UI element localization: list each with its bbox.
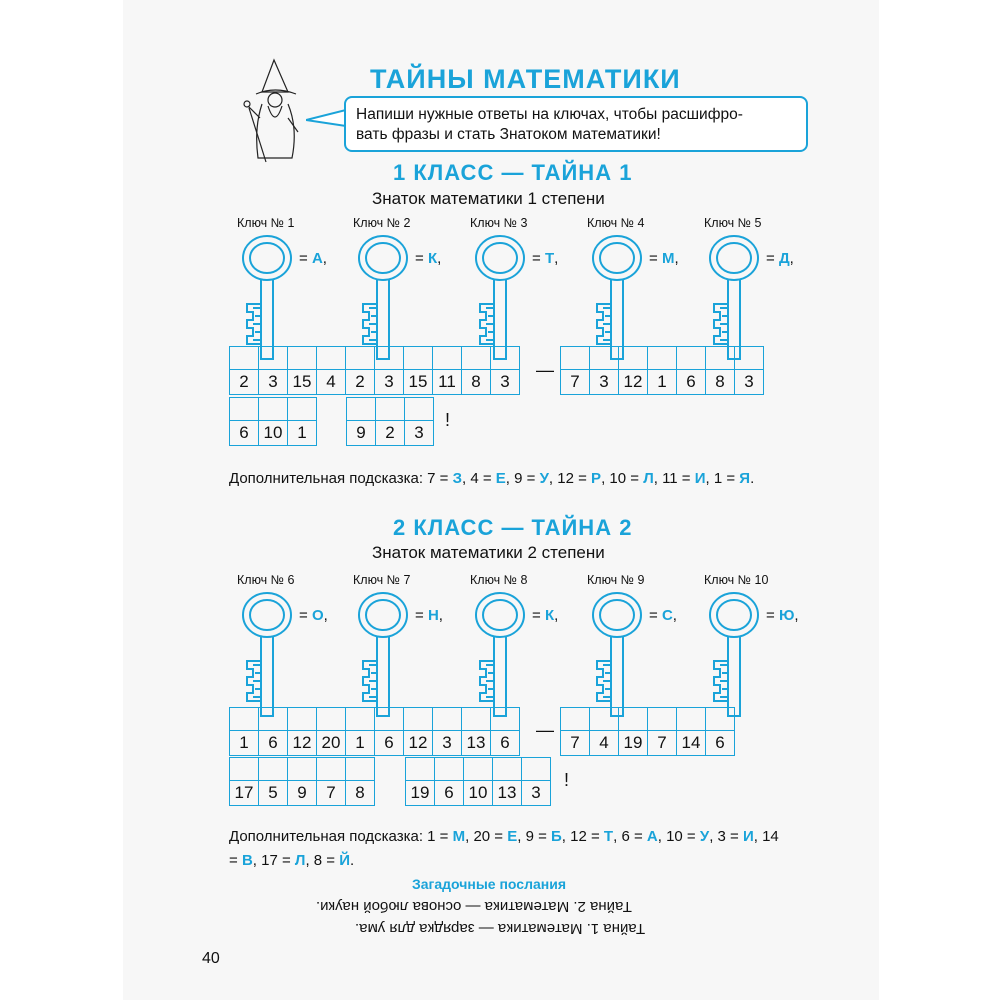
hint-item: 17 = Л, <box>261 852 314 869</box>
hint-label: Дополнительная подсказка: <box>229 828 428 845</box>
s2-word-2 <box>560 707 735 756</box>
key-icon <box>474 591 534 721</box>
answer-cell[interactable] <box>435 758 464 781</box>
answer-cell[interactable] <box>491 347 520 370</box>
code-number-cell: 2 <box>376 421 405 446</box>
answer-cell[interactable] <box>405 398 434 421</box>
code-number-cell: 7 <box>561 370 590 395</box>
s1-key-label: Ключ № 2 <box>353 216 411 230</box>
s2-key-label: Ключ № 10 <box>704 573 769 587</box>
answer-cell[interactable] <box>230 398 259 421</box>
code-number-cell: 1 <box>230 731 259 756</box>
code-number-cell: 3 <box>590 370 619 395</box>
code-number-cell: 10 <box>259 421 288 446</box>
key-icon <box>591 234 651 364</box>
s1-word-4 <box>346 397 434 446</box>
code-number-cell: 11 <box>433 370 462 395</box>
instruction-bubble <box>344 96 808 152</box>
answer-cell[interactable] <box>346 758 375 781</box>
answer-cell[interactable] <box>346 347 375 370</box>
answer-cell[interactable] <box>433 708 462 731</box>
hint-item: 7 = З, <box>427 470 471 487</box>
answer-cell[interactable] <box>404 347 433 370</box>
hint-item: 12 = Т, <box>570 828 622 845</box>
s1-key-label: Ключ № 1 <box>237 216 295 230</box>
code-number-cell: 4 <box>590 731 619 756</box>
code-number-cell: 19 <box>406 781 435 806</box>
answer-cell[interactable] <box>346 708 375 731</box>
code-number-cell: 5 <box>259 781 288 806</box>
s1-key-letter: = Т, <box>532 250 559 267</box>
answer-cell[interactable] <box>230 347 259 370</box>
answer-cell[interactable] <box>288 347 317 370</box>
hint-item: 4 = Е, <box>470 470 515 487</box>
s1-exclamation: ! <box>445 410 451 430</box>
s2-key-label: Ключ № 7 <box>353 573 411 587</box>
s2-word-3 <box>229 757 375 806</box>
code-number-cell: 13 <box>462 731 491 756</box>
answer-cell[interactable] <box>288 708 317 731</box>
code-number-cell: 1 <box>288 421 317 446</box>
code-number-cell: 6 <box>677 370 706 395</box>
code-number-cell: 1 <box>346 731 375 756</box>
code-number-cell: 20 <box>317 731 346 756</box>
answer-cell[interactable] <box>317 708 346 731</box>
hint-item: 10 = У, <box>666 828 718 845</box>
answer-cell[interactable] <box>462 347 491 370</box>
hint-item: 9 = Б, <box>525 828 571 845</box>
key-icon <box>241 234 301 364</box>
answer-line-1: Тайна 1. Математика — зарядка для ума. <box>355 920 646 937</box>
code-number-cell: 9 <box>347 421 376 446</box>
hint-item: 11 = И, <box>662 470 714 487</box>
code-number-cell: 6 <box>259 731 288 756</box>
code-number-cell: 7 <box>561 731 590 756</box>
s2-key-letter: = О, <box>299 607 328 624</box>
s1-word-1 <box>229 346 520 395</box>
code-number-cell: 8 <box>706 370 735 395</box>
code-number-cell: 14 <box>677 731 706 756</box>
s2-key-label: Ключ № 8 <box>470 573 528 587</box>
answer-cell[interactable] <box>561 347 590 370</box>
s2-dash: — <box>536 720 554 740</box>
answer-cell[interactable] <box>375 708 404 731</box>
code-number-cell: 12 <box>288 731 317 756</box>
answer-cell[interactable] <box>491 708 520 731</box>
code-number-cell: 3 <box>375 370 404 395</box>
s1-key-letter: = М, <box>649 250 679 267</box>
answer-cell[interactable] <box>648 347 677 370</box>
code-number-cell: 15 <box>404 370 433 395</box>
s2-word-1 <box>229 707 520 756</box>
answer-cell[interactable] <box>347 398 376 421</box>
key-icon <box>241 591 301 721</box>
key-icon <box>474 234 534 364</box>
code-number-cell: 9 <box>288 781 317 806</box>
s2-key-letter: = Н, <box>415 607 443 624</box>
answer-cell[interactable] <box>259 708 288 731</box>
answer-cell[interactable] <box>590 708 619 731</box>
answer-cell[interactable] <box>706 708 735 731</box>
wizard-illustration <box>240 58 310 166</box>
code-number-cell: 2 <box>346 370 375 395</box>
code-number-cell: 4 <box>317 370 346 395</box>
page-number: 40 <box>202 950 220 967</box>
hint-item: 6 = А, <box>621 828 667 845</box>
hint-item: 14 = В, <box>229 828 779 869</box>
answer-cell[interactable] <box>406 758 435 781</box>
hint-item: 1 = Я. <box>713 470 755 487</box>
code-number-cell: 10 <box>464 781 493 806</box>
answer-cell[interactable] <box>259 758 288 781</box>
code-number-cell: 12 <box>619 370 648 395</box>
s2-key-letter: = К, <box>532 607 559 624</box>
answer-cell[interactable] <box>230 708 259 731</box>
s1-key-label: Ключ № 3 <box>470 216 528 230</box>
answer-cell[interactable] <box>561 708 590 731</box>
answer-cell[interactable] <box>288 398 317 421</box>
answer-cell[interactable] <box>677 347 706 370</box>
code-number-cell: 2 <box>230 370 259 395</box>
code-number-cell: 8 <box>462 370 491 395</box>
answer-cell[interactable] <box>522 758 551 781</box>
hint-item: 20 = Е, <box>473 828 526 845</box>
code-number-cell: 3 <box>735 370 764 395</box>
code-number-cell: 3 <box>491 370 520 395</box>
code-number-cell: 7 <box>317 781 346 806</box>
s2-key-letter: = Ю, <box>766 607 799 624</box>
key-icon <box>357 234 417 364</box>
code-number-cell: 6 <box>375 731 404 756</box>
code-number-cell: 12 <box>404 731 433 756</box>
answer-cell[interactable] <box>735 347 764 370</box>
key-icon <box>708 234 768 364</box>
code-number-cell: 6 <box>435 781 464 806</box>
page-title: ТАЙНЫ МАТЕМАТИКИ <box>370 64 681 94</box>
key-icon <box>357 591 417 721</box>
answer-cell[interactable] <box>375 347 404 370</box>
key-icon <box>591 591 651 721</box>
answer-cell[interactable] <box>317 758 346 781</box>
hint-item: 10 = Л, <box>609 470 663 487</box>
code-number-cell: 17 <box>230 781 259 806</box>
answer-cell[interactable] <box>259 398 288 421</box>
s1-key-letter: = А, <box>299 250 327 267</box>
answer-cell[interactable] <box>462 708 491 731</box>
answer-cell[interactable] <box>259 347 288 370</box>
instruction-line-2: вать фразы и стать Знатоком математики! <box>356 126 661 143</box>
code-number-cell: 3 <box>405 421 434 446</box>
answer-cell[interactable] <box>619 347 648 370</box>
answer-cell[interactable] <box>677 708 706 731</box>
hint-item: 12 = Р, <box>557 470 610 487</box>
hint-item: 3 = И, <box>717 828 763 845</box>
code-number-cell: 1 <box>648 370 677 395</box>
answer-cell[interactable] <box>404 708 433 731</box>
section-2-subtitle: Знаток математики 2 степени <box>372 543 605 562</box>
code-number-cell: 6 <box>706 731 735 756</box>
code-number-cell: 3 <box>259 370 288 395</box>
answer-cell[interactable] <box>648 708 677 731</box>
code-number-cell: 19 <box>619 731 648 756</box>
answer-cell[interactable] <box>230 758 259 781</box>
s1-key-letter: = Д, <box>766 250 794 267</box>
s1-key-letter: = К, <box>415 250 442 267</box>
answer-cell[interactable] <box>317 347 346 370</box>
s1-word-3 <box>229 397 317 446</box>
answer-cell[interactable] <box>464 758 493 781</box>
instruction-line-1: Напиши нужные ответы на ключах, чтобы расшифро- <box>356 106 743 123</box>
s2-word-4 <box>405 757 551 806</box>
code-number-cell: 6 <box>491 731 520 756</box>
code-number-cell: 15 <box>288 370 317 395</box>
code-number-cell: 8 <box>346 781 375 806</box>
answer-cell[interactable] <box>376 398 405 421</box>
s1-dash: — <box>536 360 554 380</box>
answer-cell[interactable] <box>288 758 317 781</box>
answer-line-2: Тайна 2. Математика — основа любой науки. <box>316 898 632 915</box>
hint-item: 9 = У, <box>514 470 558 487</box>
code-number-cell: 3 <box>433 731 462 756</box>
code-number-cell: 3 <box>522 781 551 806</box>
section-1-title: 1 КЛАСС — ТАЙНА 1 <box>393 160 633 185</box>
key-icon <box>708 591 768 721</box>
s1-word-2 <box>560 346 764 395</box>
answer-cell[interactable] <box>433 347 462 370</box>
answers-title: Загадочные послания <box>412 876 566 892</box>
s2-key-label: Ключ № 6 <box>237 573 295 587</box>
answer-cell[interactable] <box>493 758 522 781</box>
speech-bubble-tail <box>306 108 346 128</box>
s1-key-label: Ключ № 5 <box>704 216 762 230</box>
code-number-cell: 13 <box>493 781 522 806</box>
s1-key-label: Ключ № 4 <box>587 216 645 230</box>
code-number-cell: 7 <box>648 731 677 756</box>
s2-key-letter: = С, <box>649 607 677 624</box>
hint-item: 1 = М, <box>427 828 474 845</box>
hint-label: Дополнительная подсказка: <box>229 470 428 487</box>
answer-cell[interactable] <box>706 347 735 370</box>
code-number-cell: 6 <box>230 421 259 446</box>
answer-cell[interactable] <box>590 347 619 370</box>
section-1-hint <box>229 467 789 491</box>
answer-cell[interactable] <box>619 708 648 731</box>
section-2-title: 2 КЛАСС — ТАЙНА 2 <box>393 515 633 540</box>
s2-exclamation: ! <box>564 770 570 790</box>
section-1-subtitle: Знаток математики 1 степени <box>372 189 605 208</box>
section-2-hint <box>229 825 789 873</box>
hint-item: 8 = Й. <box>313 852 355 869</box>
s2-key-label: Ключ № 9 <box>587 573 645 587</box>
